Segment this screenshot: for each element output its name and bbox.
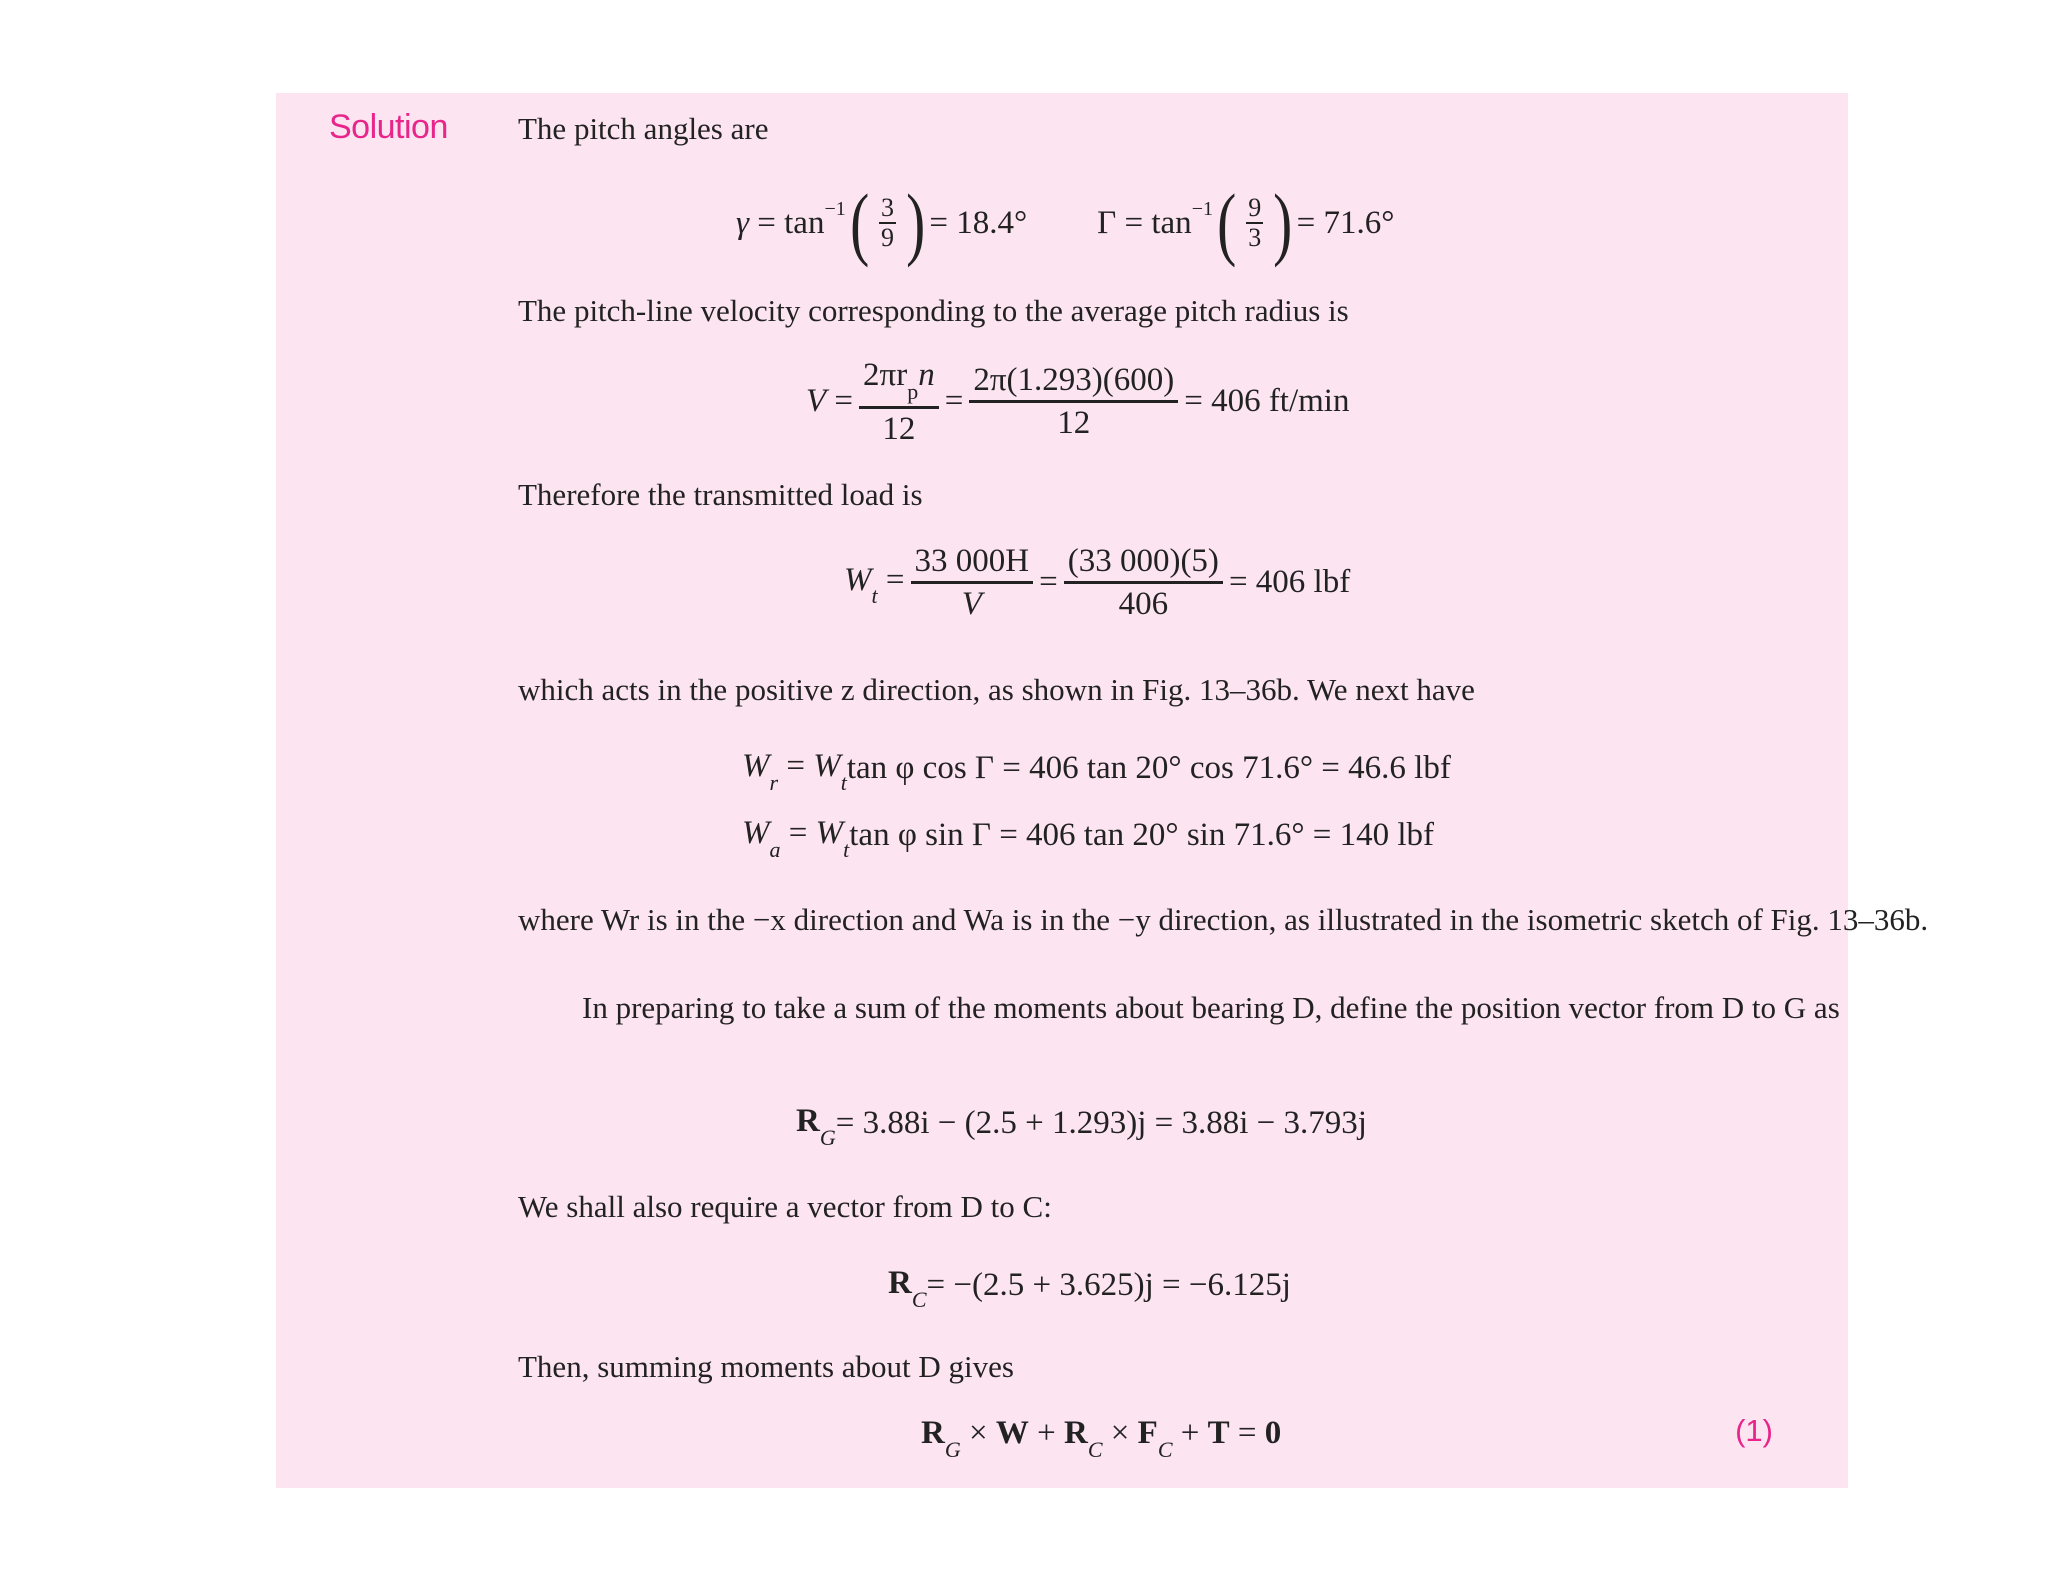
paragraph-where: where Wr is in the −x direction and Wa is in the −y direction, as illustrated in the isometric sketch of Fig. 13–36b. — [518, 902, 1929, 937]
text-which-acts: which acts in the positive z direction, as shown in Fig. 13–36b. We next have — [518, 672, 1475, 707]
fraction-9-3: $\frac{9}{3}$ — [1248, 193, 1262, 252]
equation-moment-sum: $R_G \times W + R_C \times F_C + T = 0$ — [921, 1415, 1282, 1462]
load-result: = 406 lbf — [1228, 564, 1351, 600]
velocity-result: = 406 ft/min — [1184, 383, 1350, 420]
text-then-summing: Then, summing moments about D gives — [518, 1349, 1014, 1384]
equation-velocity: V = $\frac{2\pi r_pn}{12}$ = $\frac{2\pi(1.293)(600)}{12}$ = 406 ft/min — [806, 357, 1350, 447]
Gamma-result: = 71.6° — [1296, 204, 1395, 241]
fraction-3-9: $\frac{3}{9}$ — [881, 193, 895, 252]
solution-page — [276, 93, 1929, 1488]
text-pitch-angles: The pitch angles are — [518, 111, 769, 146]
equation-position-vector-G: $R_G$ = 3.88i − (2.5 + 1.293)j = 3.88i − 3.793j — [796, 1103, 1367, 1150]
solution-label: Solution — [329, 108, 448, 146]
fraction-load-numeric: $\frac{(33 000)(5)}{406}$ — [1064, 541, 1223, 624]
equation-axial-load: $W_a = W_t$ tan φ sin Γ = 406 tan 20° sin 71.6° = 140 lbf — [742, 815, 1435, 862]
equation-pitch-angles: $\gamma = \tan^{-1}$ ( $\frac{3}{9}$ ) = 18.4° $\Gamma = \tan^{-1}$ ( $\frac{9}{3}$ ) = 71.6° — [736, 177, 1395, 268]
Gamma-lhs: $\Gamma = \tan^{-1}$ — [1097, 198, 1213, 241]
equation-number: (1) — [1735, 1413, 1773, 1448]
equation-position-vector-C: $R_C$ = −(2.5 + 3.625)j = −6.125j — [888, 1265, 1291, 1312]
gamma-result: = 18.4° — [929, 204, 1028, 241]
fraction-velocity-symbolic: $\frac{2\pi r_pn}{12}$ — [859, 355, 939, 449]
equation-radial-load: $W_r = W_t$ tan φ cos Γ = 406 tan 20° cos 71.6° = 46.6 lbf — [742, 748, 1451, 795]
fraction-load-symbolic: $\frac{33 000H}{V}$ — [911, 541, 1034, 624]
text-pitch-line-velocity: The pitch-line velocity corresponding to the average pitch radius is — [518, 293, 1349, 328]
text-transmitted-load: Therefore the transmitted load is — [518, 477, 923, 512]
paragraph-preparing: In preparing to take a sum of the moments about bearing D, define the position vector from D to G as — [582, 990, 1840, 1025]
text-shall-also: We shall also require a vector from D to C: — [518, 1189, 1052, 1224]
equation-transmitted-load: $W_t$ = $\frac{33 000H}{V}$ = $\frac{(33 000)(5)}{406}$ = 406 lbf — [844, 543, 1351, 622]
fraction-velocity-numeric: $\frac{2\pi(1.293)(600)}{12}$ — [969, 360, 1178, 443]
gamma-lhs: $\gamma = \tan^{-1}$ — [736, 198, 846, 241]
